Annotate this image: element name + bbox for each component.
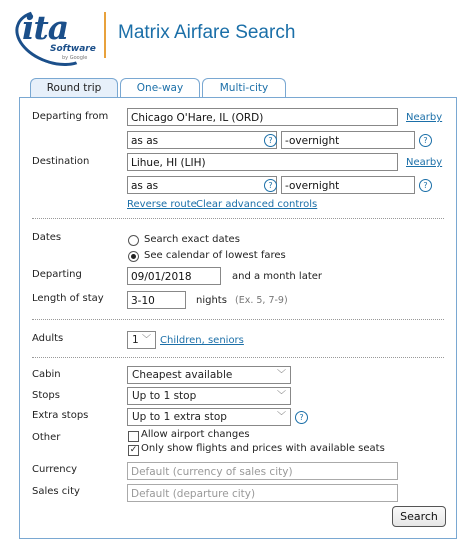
chevron-down-icon: ﹀ (276, 412, 286, 422)
departing-date-input[interactable]: 09/01/2018 (127, 267, 221, 285)
airport-changes-checkbox[interactable] (128, 431, 139, 442)
calendar-radio[interactable] (128, 251, 139, 262)
stops-value: Up to 1 stop (132, 390, 197, 402)
origin-option2-input[interactable]: -overnight (281, 131, 415, 149)
currency-input[interactable]: Default (currency of sales city) (127, 462, 398, 480)
question-icon[interactable]: ? (295, 411, 308, 424)
destination-option1-input[interactable]: as as (127, 176, 277, 194)
question-icon[interactable]: ? (419, 134, 432, 147)
page-title: Matrix Airfare Search (118, 22, 296, 43)
destination-option2-input[interactable]: -overnight (281, 176, 415, 194)
destination-label: Destination (32, 156, 90, 167)
header (0, 0, 475, 72)
question-icon[interactable]: ? (264, 179, 277, 192)
adults-label: Adults (32, 333, 64, 344)
tab-multi-city[interactable]: Multi-city (202, 78, 286, 97)
divider (32, 319, 444, 320)
length-of-stay-label: Length of stay (32, 293, 104, 304)
tab-one-way[interactable]: One-way (120, 78, 200, 97)
question-icon[interactable]: ? (264, 134, 277, 147)
currency-label: Currency (32, 464, 78, 475)
chevron-down-icon: ﹀ (276, 370, 286, 380)
sales-city-label: Sales city (32, 486, 80, 497)
search-button[interactable]: Search (392, 506, 446, 527)
stops-select[interactable] (127, 387, 291, 405)
cabin-value: Cheapest available (132, 369, 233, 381)
tab-round-trip[interactable]: Round trip (30, 78, 118, 98)
extra-stops-value: Up to 1 extra stop (132, 411, 227, 423)
length-of-stay-input[interactable]: 3-10 (127, 291, 186, 309)
extra-stops-select[interactable] (127, 408, 291, 426)
origin-option1-input[interactable]: as as (127, 131, 277, 149)
stops-label: Stops (32, 390, 60, 401)
departing-suffix: and a month later (232, 271, 323, 282)
ita-logo (14, 10, 96, 62)
departing-label: Departing (32, 269, 82, 280)
extra-stops-label: Extra stops (32, 410, 89, 421)
destination-input[interactable]: Lihue, HI (LIH) (127, 153, 398, 171)
other-label: Other (32, 432, 61, 443)
length-hint: (Ex. 5, 7-9) (235, 295, 288, 306)
calendar-label: See calendar of lowest fares (144, 250, 286, 261)
available-seats-label: Only show flights and prices with available seats (141, 443, 385, 454)
sales-city-input[interactable]: Default (departure city) (127, 484, 398, 502)
header-divider (104, 12, 106, 58)
children-seniors-link[interactable]: Children, seniors (160, 335, 244, 346)
reverse-route-link[interactable]: Reverse route (127, 199, 197, 210)
divider (32, 357, 444, 358)
airport-changes-label: Allow airport changes (141, 429, 250, 440)
divider (32, 218, 444, 219)
adults-value: 1 (132, 334, 139, 346)
exact-dates-radio[interactable] (128, 235, 139, 246)
question-icon[interactable]: ? (419, 179, 432, 192)
available-seats-checkbox[interactable]: ✓ (129, 445, 138, 455)
adults-select[interactable] (127, 331, 156, 349)
logo-text: ita (22, 8, 69, 47)
chevron-down-icon: ﹀ (141, 335, 151, 345)
destination-nearby-link[interactable]: Nearby (406, 157, 443, 168)
clear-advanced-link[interactable]: Clear advanced controls (196, 199, 318, 210)
dates-label: Dates (32, 232, 62, 243)
nights-label: nights (196, 295, 227, 306)
cabin-select[interactable] (127, 366, 291, 384)
logo-byline: by Google (62, 55, 88, 61)
origin-input[interactable]: Chicago O'Hare, IL (ORD) (127, 108, 398, 126)
departing-from-label: Departing from (32, 111, 109, 122)
search-form (19, 97, 457, 539)
exact-dates-label: Search exact dates (144, 234, 240, 245)
cabin-label: Cabin (32, 369, 61, 380)
origin-nearby-link[interactable]: Nearby (406, 112, 443, 123)
logo-software: Software (50, 44, 96, 54)
chevron-down-icon: ﹀ (276, 391, 286, 401)
